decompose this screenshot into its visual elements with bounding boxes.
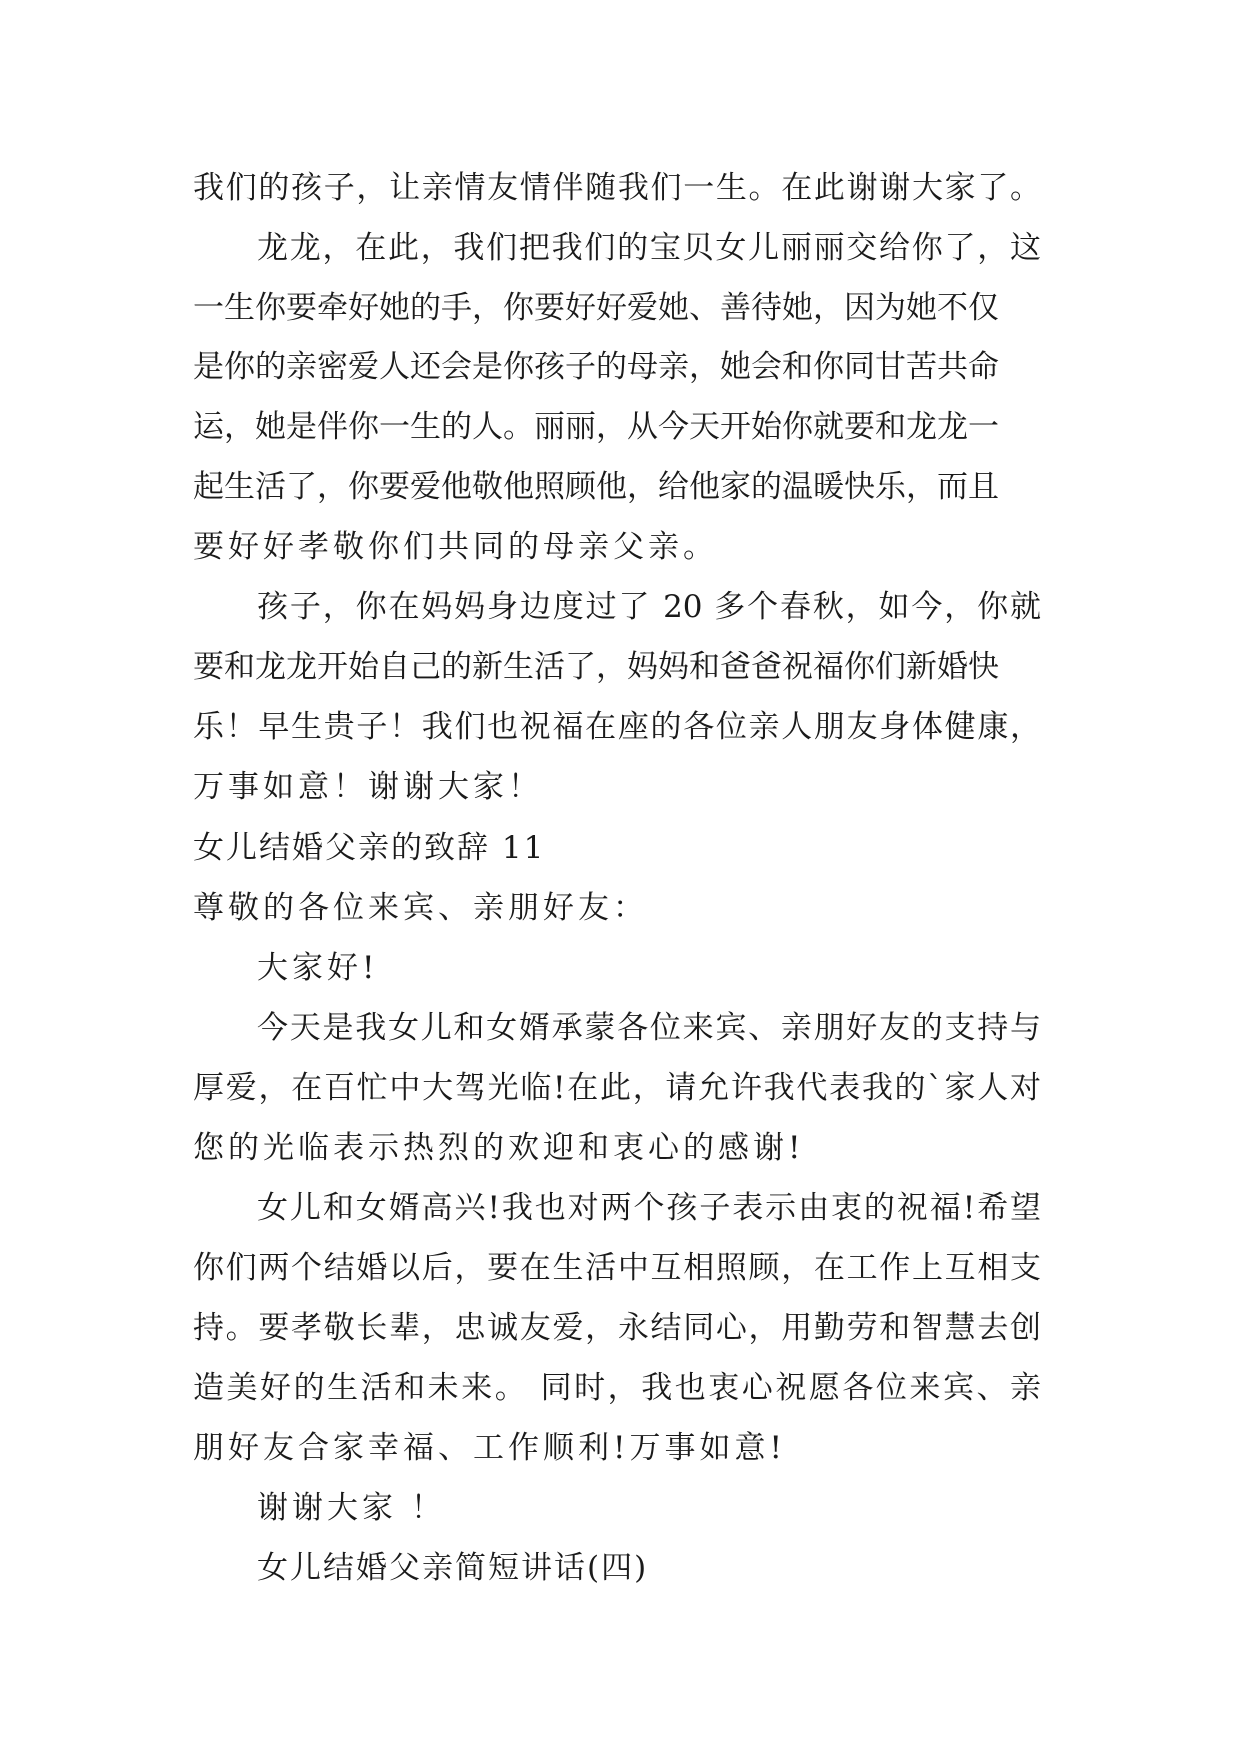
closing-line: 谢谢大家 ！ [257, 1490, 446, 1526]
paragraph-line: 乐！早生贵子！我们也祝福在座的各位亲人朋友身体健康， [193, 709, 1041, 745]
paragraph-line: 孩子，你在妈妈身边度过了 20 多个春秋，如今，你就 [257, 589, 1041, 625]
paragraph-line: 运，她是伴你一生的人。丽丽，从今天开始你就要和龙龙一 [193, 409, 999, 445]
paragraph-line: 女儿和女婿高兴!我也对两个孩子表示由衷的祝福!希望 [257, 1190, 1041, 1226]
paragraph-line: 是你的亲密爱人还会是你孩子的母亲，她会和你同甘苦共命 [193, 349, 999, 385]
section-heading: 女儿结婚父亲的致辞 11 [193, 830, 546, 866]
paragraph-line: 龙龙，在此，我们把我们的宝贝女儿丽丽交给你了，这 [257, 230, 1041, 266]
paragraph-line: 今天是我女儿和女婿承蒙各位来宾、亲朋好友的支持与 [257, 1010, 1041, 1046]
paragraph-line: 你们两个结婚以后，要在生活中互相照顾，在工作上互相支 [193, 1250, 1041, 1286]
paragraph-line: 持。要孝敬长辈，忠诚友爱，永结同心，用勤劳和智慧去创 [193, 1310, 1041, 1346]
paragraph-line: 起生活了，你要爱他敬他照顾他，给他家的温暖快乐，而且 [193, 469, 999, 505]
paragraph-line: 朋好友合家幸福、工作顺利!万事如意! [193, 1430, 786, 1466]
paragraph-line: 一生你要牵好她的手，你要好好爱她、善待她，因为她不仅 [193, 290, 999, 326]
greeting: 大家好! [257, 950, 379, 986]
salutation: 尊敬的各位来宾、亲朋好友： [193, 890, 648, 926]
section-heading: 女儿结婚父亲简短讲话(四) [257, 1550, 649, 1586]
paragraph-line: 厚爱，在百忙中大驾光临!在此，请允许我代表我的`家人对 [193, 1070, 1041, 1106]
paragraph-line: 万事如意！谢谢大家！ [193, 769, 543, 805]
paragraph-line: 我们的孩子，让亲情友情伴随我们一生。在此谢谢大家了。 [193, 170, 1041, 206]
paragraph-line: 要好好孝敬你们共同的母亲父亲。 [193, 529, 718, 565]
paragraph-line: 造美好的生活和未来。 同时，我也衷心祝愿各位来宾、亲 [193, 1370, 1041, 1406]
paragraph-line: 要和龙龙开始自己的新生活了，妈妈和爸爸祝福你们新婚快 [193, 649, 999, 685]
paragraph-line: 您的光临表示热烈的欢迎和衷心的感谢! [193, 1130, 805, 1166]
